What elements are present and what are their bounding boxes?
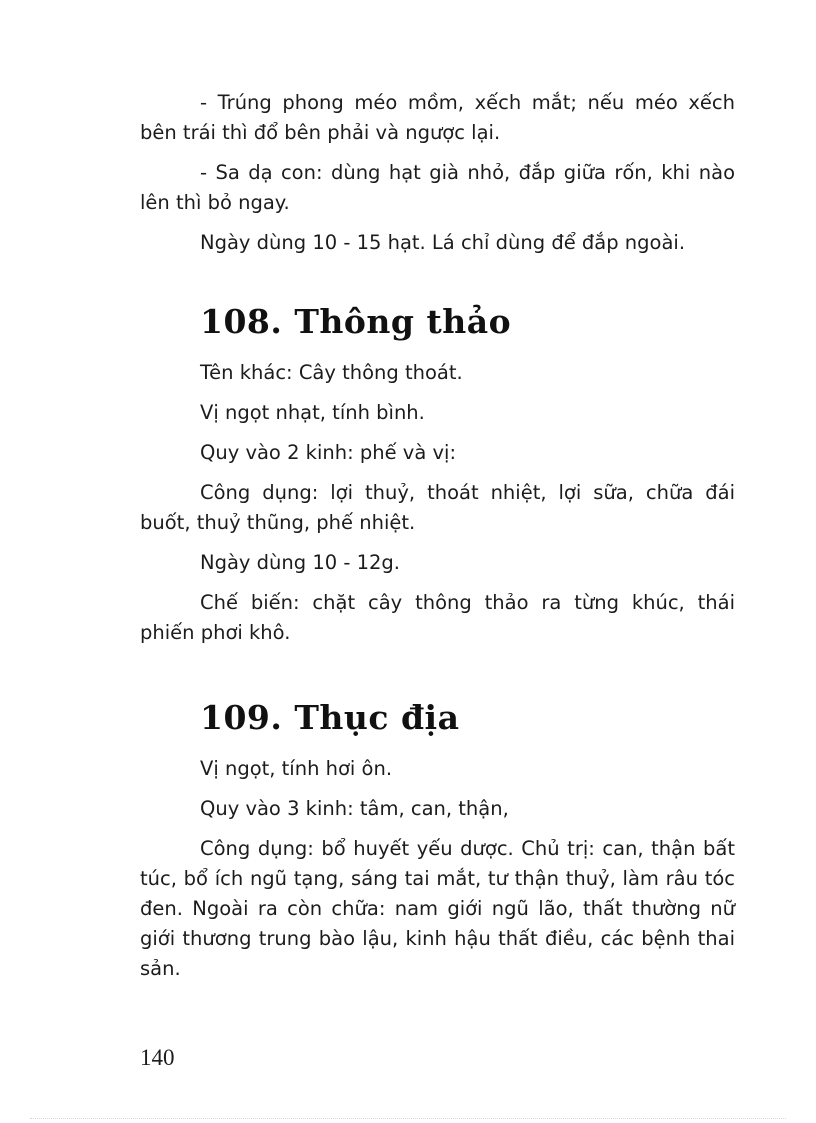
- paragraph-taste: Vị ngọt nhạt, tính bình.: [200, 401, 425, 424]
- heading-109: 109. Thục địa: [200, 698, 460, 737]
- section-108-body: [140, 358, 735, 648]
- paragraph-prolapse: - Sa dạ con: dùng hạt già nhỏ, đắp giữa rốn, khi nào lên thì bỏ ngay.: [140, 161, 735, 214]
- paragraph-preparation: Chế biến: chặt cây thông thảo ra từng khúc, thái phiến phơi khô.: [140, 591, 735, 644]
- paragraph-dosage: Ngày dùng 10 - 15 hạt. Lá chỉ dùng để đắp ngoài.: [200, 231, 686, 254]
- section-top: [140, 88, 735, 258]
- heading-108: 108. Thông thảo: [200, 302, 512, 341]
- section-109-body: [140, 754, 735, 984]
- page-edge-divider: [30, 1118, 786, 1119]
- paragraph-meridian: Quy vào 3 kinh: tâm, can, thận,: [200, 797, 509, 820]
- paragraph-stroke: - Trúng phong méo mồm, xếch mắt; nếu méo xếch bên trái thì đổ bên phải và ngược lại.: [140, 91, 735, 144]
- paragraph-other-name: Tên khác: Cây thông thoát.: [200, 361, 463, 384]
- page-number: 140: [140, 1045, 175, 1070]
- paragraph-meridian: Quy vào 2 kinh: phế và vị:: [200, 441, 457, 464]
- paragraph-dosage: Ngày dùng 10 - 12g.: [200, 551, 400, 574]
- paragraph-taste: Vị ngọt, tính hơi ôn.: [200, 757, 393, 780]
- paragraph-uses: Công dụng: lợi thuỷ, thoát nhiệt, lợi sữa, chữa đái buốt, thuỷ thũng, phế nhiệt.: [140, 481, 735, 534]
- paragraph-uses: Công dụng: bổ huyết yếu dược. Chủ trị: can, thận bất túc, bổ ích ngũ tạng, sáng tai mắt, tư thận thuỷ, làm râu tóc đen. Ngoài ra còn chữa: nam giới ngũ lão, thất thường nữ giới thương trung bào lậu, kinh hậu thất điều, các bệnh thai sản.: [140, 837, 735, 980]
